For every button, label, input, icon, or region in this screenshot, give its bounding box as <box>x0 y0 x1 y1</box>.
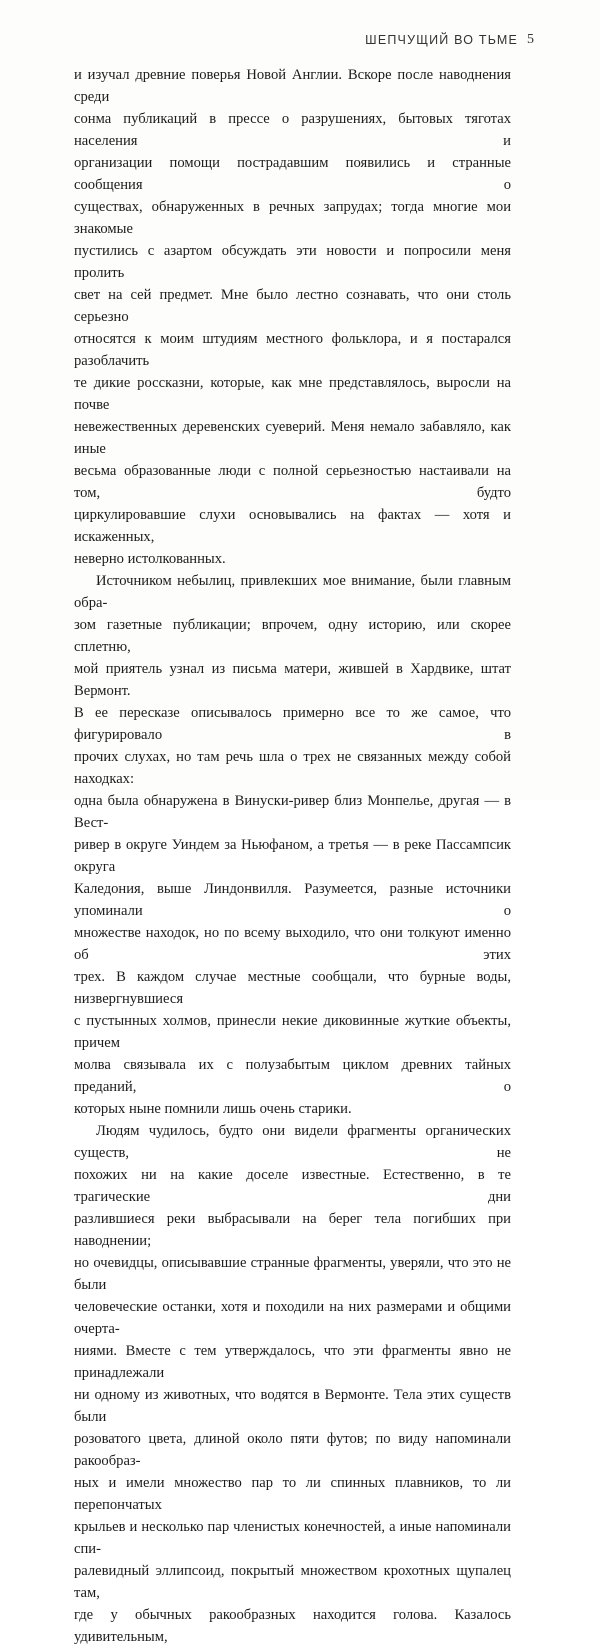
running-title: ШЕПЧУЩИЙ ВО ТЬМЕ <box>365 33 518 47</box>
paragraph-line: невежественных деревенских суеверий. Меня немало забавляло, как иные <box>74 419 511 457</box>
paragraph-line: организации помощи пострадавшим появились и странные сообщения о <box>74 155 511 193</box>
paragraph-line: ни одному из животных, что водятся в Вермонте. Тела этих существ были <box>74 1387 511 1425</box>
paragraph-line: множестве находок, но по всему выходило, что они толкуют именно об этих <box>74 925 511 963</box>
paragraph-line: неверно истолкованных. <box>74 551 226 567</box>
paragraph-line: Источником небылиц, привлекших мое внимание, были главным обра- <box>74 573 511 611</box>
paragraph-line: и изучал древние поверья Новой Англии. Вскоре после наводнения среди <box>74 67 511 105</box>
paragraph-line: ниями. Вместе с тем утверждалось, что эти фрагменты явно не принадлежали <box>74 1343 511 1381</box>
paragraph-line: циркулировавшие слухи основывались на фактах — хотя и искаженных, <box>74 507 511 545</box>
paragraph-line: В ее пересказе описывалось примерно все то же самое, что фигурировало в <box>74 705 511 743</box>
paragraph-line: которых ныне помнили лишь очень старики. <box>74 1101 352 1117</box>
paragraph-line: но очевидцы, описывавшие странные фрагменты, уверяли, что это не были <box>74 1255 511 1293</box>
paragraph-line: зом газетные публикации; впрочем, одну историю, или скорее сплетню, <box>74 617 511 655</box>
paragraph-line: молва связывала их с полузабытым циклом древних тайных преданий, о <box>74 1057 511 1095</box>
paragraph-line: розоватого цвета, длиной около пяти футов; по виду напоминали ракообраз- <box>74 1431 511 1469</box>
paragraph-line: ривер в округе Уиндем за Ньюфаном, а третья — в реке Пассампсик округа <box>74 837 511 875</box>
page-number: 5 <box>527 32 534 47</box>
paragraph-line: весьма образованные люди с полной серьезностью настаивали на том, будто <box>74 463 511 501</box>
paragraph-line: трех. В каждом случае местные сообщали, что бурные воды, низвергнувшиеся <box>74 969 511 1007</box>
paragraph-line: Каледония, выше Линдонвилля. Разумеется, разные источники упоминали о <box>74 881 511 919</box>
paragraph-line: где у обычных ракообразных находится голова. Казалось удивительным, <box>74 1607 511 1645</box>
paragraph-line: ралевидный эллипсоид, покрытый множеством крохотных щупалец там, <box>74 1563 511 1601</box>
paragraph-line: сонма публикаций в прессе о разрушениях, бытовых тяготах населения и <box>74 111 511 149</box>
paragraph-line: одна была обнаружена в Винуски-ривер близ Монпелье, другая — в Вест- <box>74 793 511 831</box>
paragraph-line: мой приятель узнал из письма матери, жившей в Хардвике, штат Вермонт. <box>74 661 511 699</box>
paragraph-line: похожих ни на какие доселе известные. Естественно, в те трагические дни <box>74 1167 511 1205</box>
paragraph-line: разлившиеся реки выбрасывали на берег тела погибших при наводнении; <box>74 1211 511 1249</box>
paragraph-line: Людям чудилось, будто они видели фрагменты органических существ, не <box>74 1123 511 1161</box>
paragraph-line: ных и имели множество пар то ли спинных плавников, то ли перепончатых <box>74 1475 511 1513</box>
paragraph-line: свет на сей предмет. Мне было лестно сознавать, что они столь серьезно <box>74 287 511 325</box>
paragraph-line: с пустынных холмов, принесли некие диковинные жуткие объекты, причем <box>74 1013 511 1051</box>
paragraph-line: те дикие россказни, которые, как мне представлялось, выросли на почве <box>74 375 511 413</box>
paragraph-line: прочих слухах, но там речь шла о трех не связанных между собой находках: <box>74 749 511 787</box>
paragraph-line: пустились с азартом обсуждать эти новости и попросили меня пролить <box>74 243 511 281</box>
body-text <box>74 64 511 1648</box>
paragraph-line: человеческие останки, хотя и походили на них размерами и общими очерта- <box>74 1299 511 1337</box>
paragraph-line: крыльев и несколько пар членистых конечностей, а иные напоминали спи- <box>74 1519 511 1557</box>
paragraph-line: существах, обнаруженных в речных запрудах; тогда многие мои знакомые <box>74 199 511 237</box>
paragraph-line: относятся к моим штудиям местного фольклора, и я постарался разоблачить <box>74 331 511 369</box>
